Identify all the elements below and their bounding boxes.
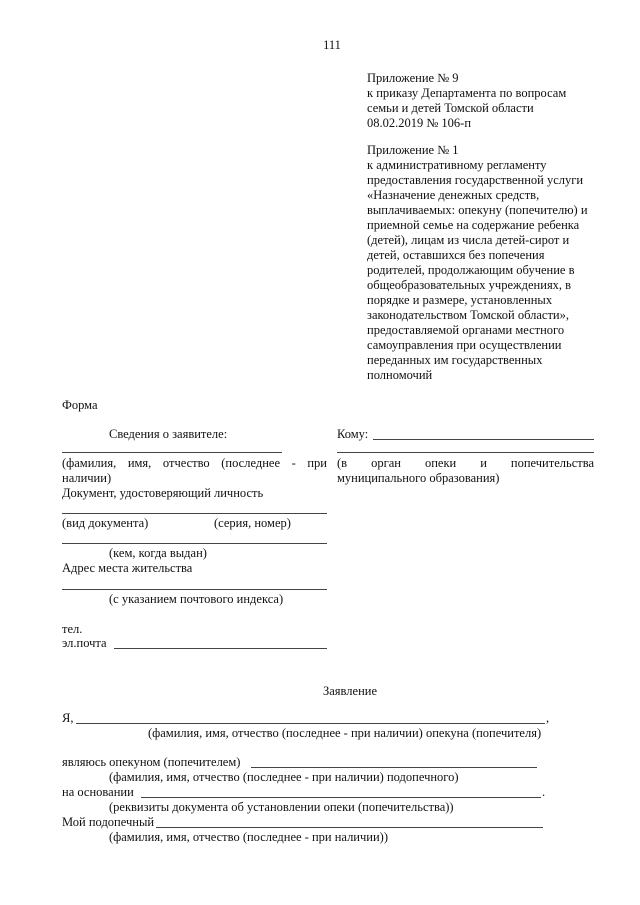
appendix-1-line: родителей, продолжающим обучение в [367,263,575,277]
appendix-1-line: к административному регламенту [367,158,547,172]
appendix-1-line: выплачиваемых: опекуну (попечителю) и [367,203,588,217]
my-ward-label: Мой подопечный [62,815,155,829]
doc-type-hint: (вид документа) [62,516,149,530]
appendix-9-line: к приказу Департамента по вопросам [367,86,567,100]
applicant-fio-hint: (фамилия, имя, отчество (последнее - при [62,456,327,470]
ward-fio-line[interactable] [251,767,537,768]
appendix-1-line: предоставления государственной услуги [367,173,584,187]
page-number: 111 [323,38,341,52]
appendix-1-line: общеобразовательных учреждениях, в [367,278,572,292]
id-document-label: Документ, удостоверяющий личность [62,486,264,500]
appendix-1-line: Приложение № 1 [367,143,459,157]
email-label: эл.почта [62,636,107,650]
appendix-1-line: детей, оставшихся без попечения [367,248,545,262]
appendix-1-line: самоуправления при осуществлении [367,338,562,352]
appendix-1-line: переданных им государственных [367,353,543,367]
my-ward-line[interactable] [156,827,543,828]
applicant-fio-line[interactable] [62,452,282,453]
appendix-1-line: полномочий [367,368,433,382]
basis-line[interactable] [141,797,541,798]
guardian-fio-line[interactable] [76,723,545,724]
appendix-9-line: 08.02.2019 № 106-п [367,116,472,130]
appendix-9-line: Приложение № 9 [367,71,459,85]
issued-by-line[interactable] [62,543,327,544]
phone-label: тел. [62,622,83,636]
appendix-1-line: приемной семье на содержание ребенка [367,218,580,232]
my-ward-hint: (фамилия, имя, отчество (последнее - при наличии)) [109,830,388,844]
appendix-1-line: «Назначение денежных средств, [367,188,540,202]
i-end: , [546,711,550,725]
i-label: Я, [62,711,74,725]
form-label: Форма [62,398,98,412]
postal-hint: (с указанием почтового индекса) [109,592,284,606]
appendix-1-line: законодательством Томской области», [367,308,569,322]
id-document-line[interactable] [62,513,327,514]
email-line[interactable] [114,648,327,649]
appendix-1-line: предоставляемой органами местного [367,323,565,337]
doc-series-hint: (серия, номер) [214,516,291,530]
to-label: Кому: [337,427,369,441]
appendix-1-line: порядке и размере, установленных [367,293,553,307]
ward-fio-hint: (фамилия, имя, отчество (последнее - при наличии) подопечного) [109,770,459,784]
recipient-line[interactable] [337,452,594,453]
guardian-fio-hint: (фамилия, имя, отчество (последнее - при наличии) опекуна (попечителя) [148,726,542,740]
statement-title: Заявление [322,684,377,698]
issued-by-hint: (кем, когда выдан) [109,546,207,560]
recipient-hint-2: муниципального образования) [337,471,500,485]
am-guardian-label: являюсь опекуном (попечителем) [62,755,241,769]
applicant-fio-hint-2: наличии) [62,471,112,485]
appendix-1-line: (детей), лицам из числа детей-сирот и [367,233,570,247]
applicant-heading: Сведения о заявителе: [109,427,228,441]
basis-hint: (реквизиты документа об установлении опеки (попечительства)) [109,800,454,814]
basis-end: . [542,785,546,799]
basis-label: на основании [62,785,134,799]
to-line[interactable] [373,439,594,440]
recipient-hint: (в орган опеки и попечительства [337,456,594,470]
appendix-9-line: семьи и детей Томской области [367,101,534,115]
address-label: Адрес места жительства [62,561,193,575]
appendix-1-block [367,143,602,383]
address-line[interactable] [62,589,327,590]
appendix-9-block [367,71,602,131]
